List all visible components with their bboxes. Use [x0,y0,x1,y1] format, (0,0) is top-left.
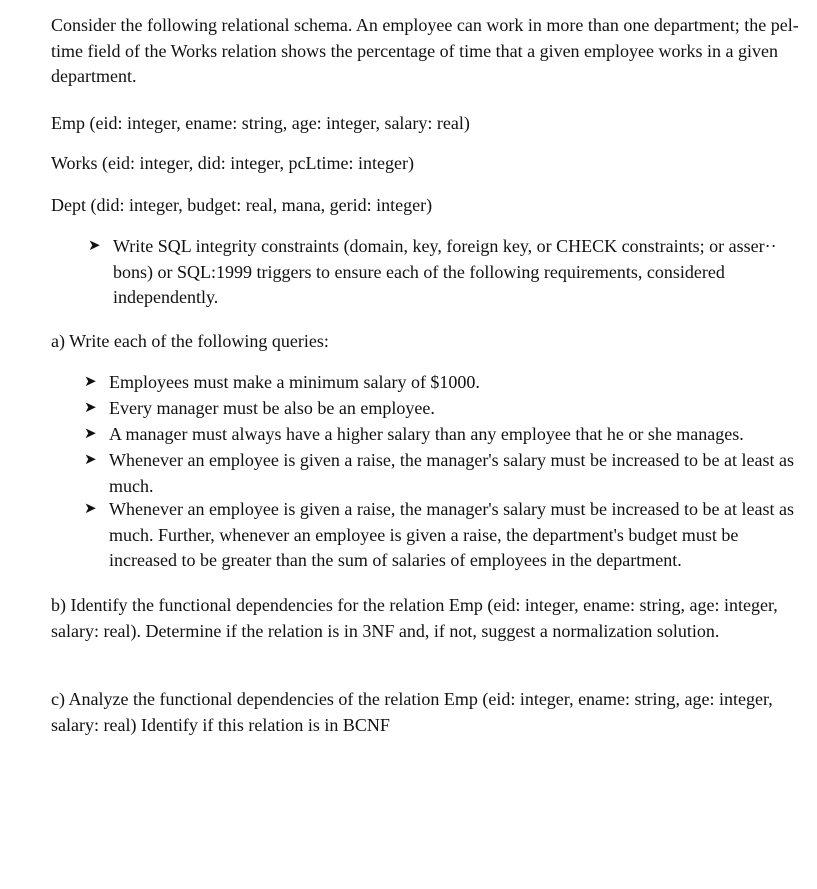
part-a-item-text: Employees must make a minimum salary of $1000. [109,372,480,392]
part-a-item-text: Whenever an employee is given a raise, the manager's salary must be increased to be at least as much. Further, whenever an employee is given a raise, the department's budget must be increased to be greater than the sum of salaries of employees in the department. [109,499,794,570]
arrow-bullet-icon: ➤ [88,238,101,254]
part-c-paragraph: c) Analyze the functional dependencies of the relation Emp (eid: integer, ename: string, age: integer, salary: real) Identify if this relation is in BCNF [51,689,773,735]
schema-emp: Emp (eid: integer, ename: string, age: integer, salary: real) [51,113,470,133]
schema-works: Works (eid: integer, did: integer, pcLtime: integer) [51,153,414,173]
arrow-bullet-icon: ➤ [84,400,97,416]
instruction-text: Write SQL integrity constraints (domain, key, foreign key, or CHECK constraints; or asser·· bons) or SQL:1999 triggers to ensure each of the following requirements, considered independently. [113,236,777,307]
part-b-paragraph: b) Identify the functional dependencies for the relation Emp (eid: integer, ename: string, age: integer, salary: real). Determine if the relation is in 3NF and, if not, suggest a normalization solution. [51,595,778,641]
schema-dept: Dept (did: integer, budget: real, mana, gerid: integer) [51,195,433,215]
part-a-heading: a) Write each of the following queries: [51,331,329,351]
arrow-bullet-icon: ➤ [84,452,97,468]
arrow-bullet-icon: ➤ [84,426,97,442]
part-a-item-text: Every manager must be also be an employee. [109,398,435,418]
part-a-item-text: A manager must always have a higher salary than any employee that he or she manages. [109,424,744,444]
arrow-bullet-icon: ➤ [84,374,97,390]
arrow-bullet-icon: ➤ [84,501,97,517]
intro-paragraph: Consider the following relational schema. An employee can work in more than one department; the pel-time field of the Works relation shows the percentage of time that a given employee works in a given department. [51,15,799,86]
part-a-item-text: Whenever an employee is given a raise, the manager's salary must be increased to be at least as much. [109,450,794,496]
